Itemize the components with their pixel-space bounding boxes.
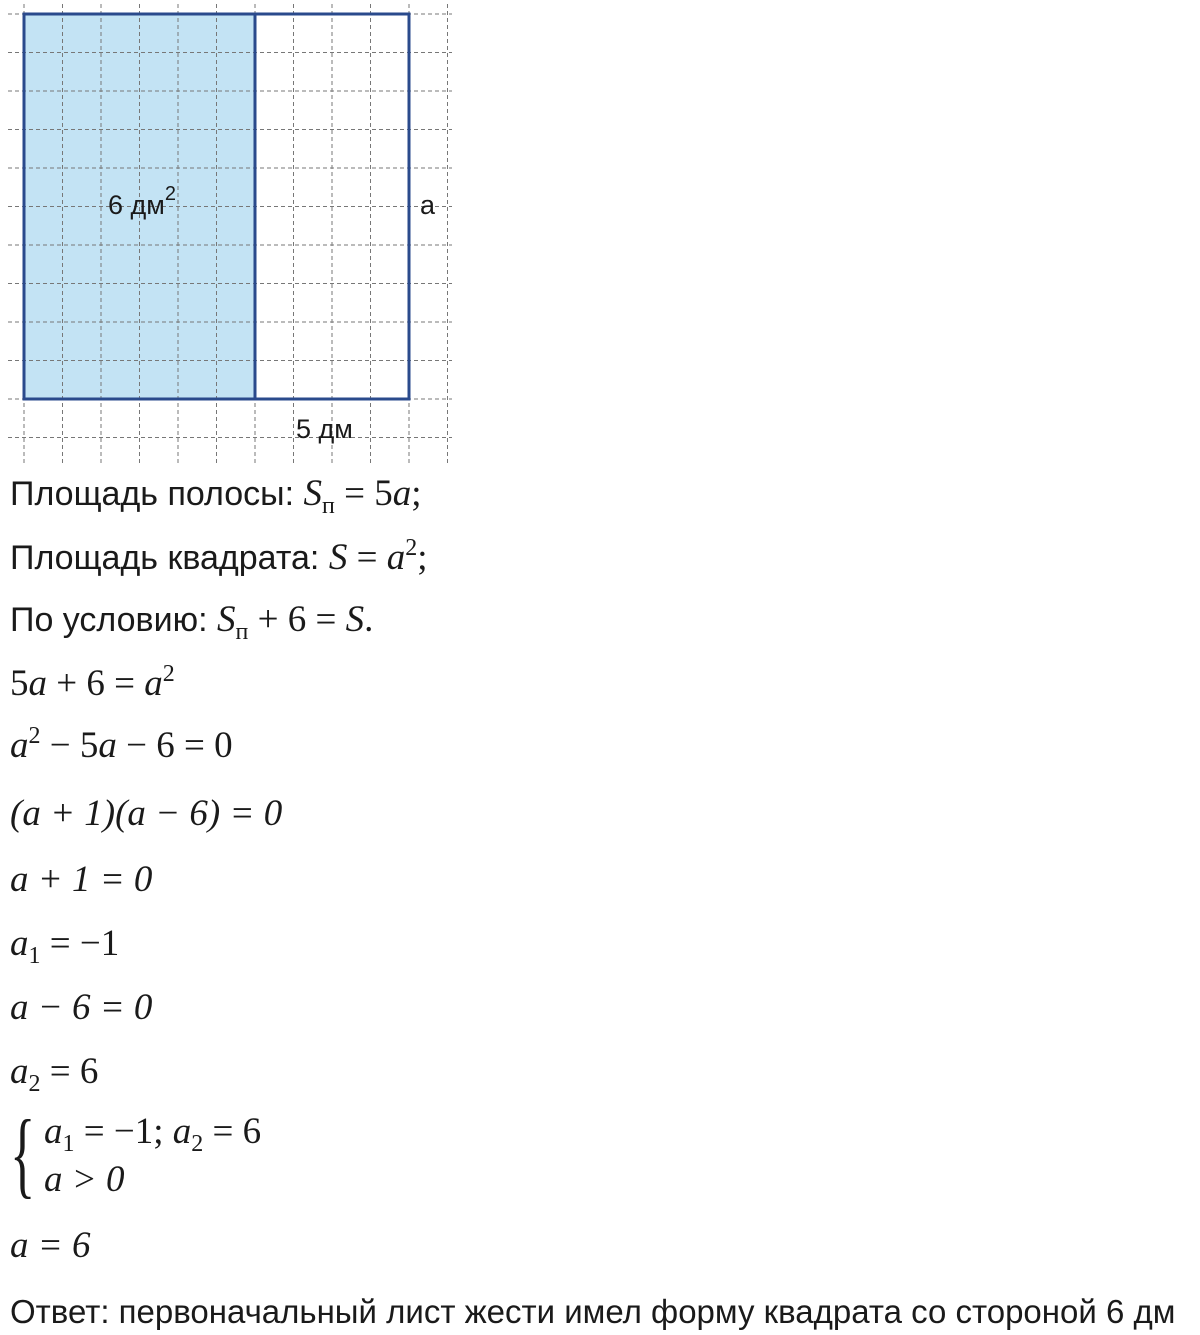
square-area-line — [10, 535, 428, 579]
final-value: a = 6 — [10, 1225, 91, 1266]
root-2: $a_2 = 6$ — [10, 1051, 99, 1097]
square-area-formula: $S = a^2$; — [328, 535, 428, 578]
strip-area-text: Площадь полосы: — [10, 475, 304, 513]
side-label: a — [420, 190, 436, 220]
square-area-text: Площадь квадрата: — [10, 539, 329, 577]
root-1: $a_1 = -1$ — [10, 923, 120, 969]
equation-1: $5a + 6 = a^2$ — [10, 661, 175, 704]
strip-area-formula: $S_п = 5a$; — [303, 473, 422, 519]
equation-root2: a − 6 = 0 — [10, 987, 153, 1028]
system-line-2: a > 0 — [44, 1159, 125, 1200]
condition-formula: $S_п + 6 = S$. — [217, 599, 374, 645]
answer-text: Ответ: первоначальный лист жести имел форму квадрата со стороной 6 дм — [10, 1293, 1176, 1330]
equation-2: $a^2 - 5a - 6 = 0$ — [10, 723, 233, 766]
area-label-text: 6 дм — [108, 190, 165, 220]
strip-area-line — [10, 473, 422, 519]
system-brace: { — [10, 1100, 36, 1207]
system-line-1: $a_1 = -1$; $a_2 = 6$ — [44, 1111, 262, 1157]
condition-line — [10, 599, 374, 645]
area-label-exponent: 2 — [164, 183, 176, 205]
condition-text: По условию: — [10, 601, 217, 639]
bottom-label: 5 дм — [296, 414, 353, 444]
equation-root1: a + 1 = 0 — [10, 859, 153, 900]
equation-factored: (a + 1)(a − 6) = 0 — [10, 793, 283, 834]
grid-figure — [0, 0, 460, 470]
